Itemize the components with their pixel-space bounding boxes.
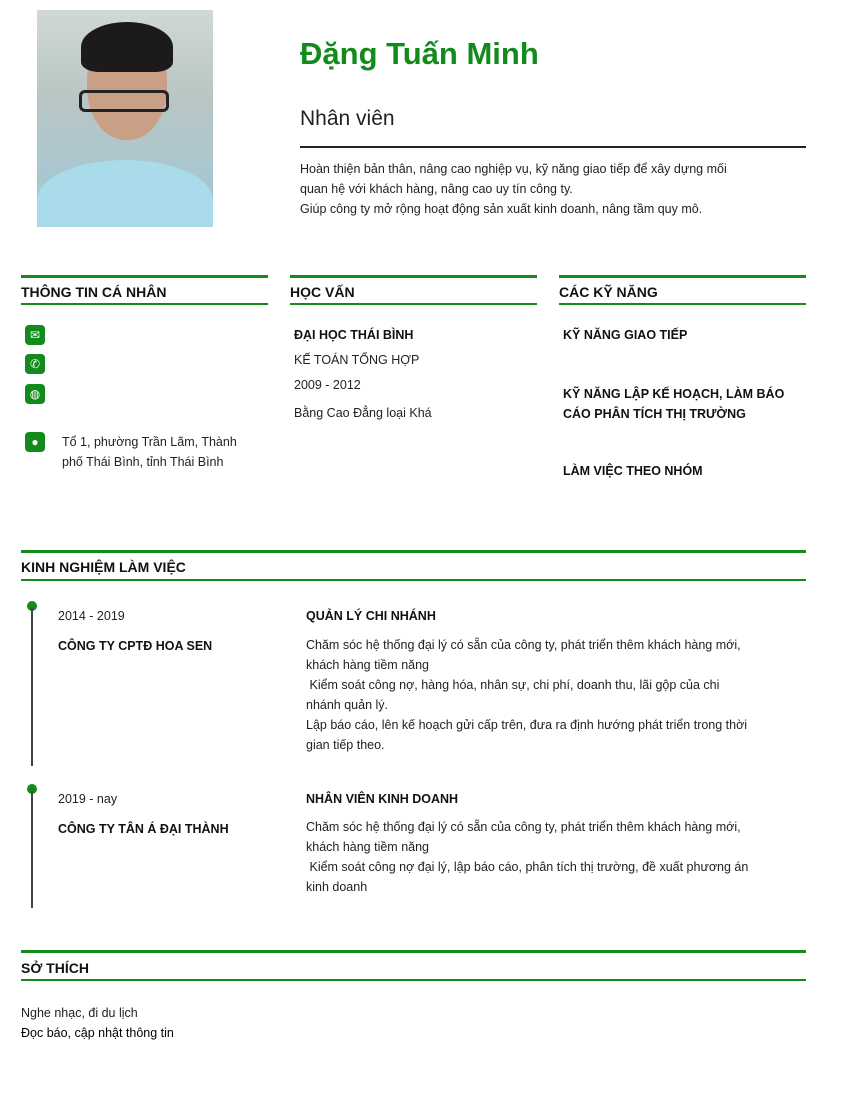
desc-line: kinh doanh [306,880,368,894]
candidate-name: Đặng Tuấn Minh [300,36,539,71]
section-rule [21,275,268,278]
education-period: 2009 - 2012 [294,378,361,392]
desc-line: Kiểm soát công nợ, hàng hóa, nhân sự, chi phí, doanh thu, lãi gộp của chi [306,678,720,692]
end-year: nay [96,792,118,806]
skill-line: KỸ NĂNG LẬP KẾ HOẠCH, LÀM BÁO [563,387,785,401]
desc-line: Lập báo cáo, lên kế hoạch gửi cấp trên, đưa ra định hướng phát triển trong thời [306,718,748,732]
education-heading: HỌC VẤN [290,284,355,300]
desc-line: Kiểm soát công nợ đại lý, lập báo cáo, phân tích thị trường, đề xuất phương án [306,860,749,874]
section-rule [290,303,537,305]
section-rule [559,275,806,278]
divider [300,146,806,148]
skill-line: CÁO PHÂN TÍCH THỊ TRƯỜNG [563,407,746,421]
skill-item: KỸ NĂNG GIAO TIẾP [563,328,688,342]
job-period: 2019 - nay [58,792,118,806]
section-rule [290,275,537,278]
desc-line: Chăm sóc hệ thống đại lý có sẵn của công ty, phát triển thêm khách hàng mới, [306,820,741,834]
section-rule [21,550,806,553]
end-year: 2012 [332,378,361,392]
job-description [306,635,811,755]
job-position: QUẢN LÝ CHI NHÁNH [306,609,436,623]
desc-line: Chăm sóc hệ thống đại lý có sẵn của công ty, phát triển thêm khách hàng mới, [306,638,741,652]
school-name: ĐẠI HỌC THÁI BÌNH [294,328,414,342]
company-name: CÔNG TY CPTĐ HOA SEN [58,639,213,653]
end-year: 2019 [96,609,125,623]
email-icon: ✉ [25,325,45,345]
career-summary [300,159,810,219]
desc-line: khách hàng tiềm năng [306,658,430,672]
hobby-item: Nghe nhạc, đi du lịch [21,1006,138,1020]
summary-line: quan hệ với khách hàng, nâng cao uy tín công ty. [300,182,573,196]
start-year: 2014 [58,609,86,623]
company-name: CÔNG TY TÂN Á ĐẠI THÀNH [58,822,229,836]
summary-line: Giúp công ty mở rộng hoạt động sản xuất kinh doanh, nâng tầm quy mô. [300,202,703,216]
timeline-line [31,791,33,908]
candidate-role: Nhân viên [300,107,395,130]
start-year: 2009 [294,378,322,392]
personal-info-heading: THÔNG TIN CÁ NHÂN [21,284,167,300]
start-year: 2019 [58,792,86,806]
phone-icon: ✆ [25,354,45,374]
desc-line: khách hàng tiềm năng [306,840,430,854]
desc-line: gian tiếp theo. [306,738,385,752]
skills-heading: CÁC KỸ NĂNG [559,284,658,300]
address-line: Tổ 1, phường Trần Lãm, Thành [62,435,237,449]
section-rule [559,303,806,305]
skill-item [563,384,784,424]
job-position: NHÂN VIÊN KINH DOANH [306,792,459,806]
location-pin-icon: ● [25,432,45,452]
address [62,432,262,472]
section-rule [21,979,806,981]
globe-icon: ◍ [25,384,45,404]
experience-heading: KINH NGHIỆM LÀM VIỆC [21,559,186,575]
skill-item: LÀM VIỆC THEO NHÓM [563,464,703,478]
hobbies-heading: SỞ THÍCH [21,960,89,976]
job-period: 2014 - 2019 [58,609,125,623]
timeline-line [31,608,33,766]
section-rule [21,303,268,305]
job-description [306,817,811,897]
section-rule [21,950,806,953]
major: KẾ TOÁN TỔNG HỢP [294,353,420,367]
address-line: phố Thái Bình, tỉnh Thái Bình [62,455,224,469]
section-rule [21,579,806,581]
degree: Bằng Cao Đẳng loại Khá [294,406,432,420]
hobby-item: Đọc báo, cập nhật thông tin [21,1026,174,1040]
desc-line: nhánh quản lý. [306,698,389,712]
summary-line: Hoàn thiện bản thân, nâng cao nghiệp vụ, kỹ năng giao tiếp để xây dựng mối [300,162,727,176]
profile-photo [37,10,213,227]
